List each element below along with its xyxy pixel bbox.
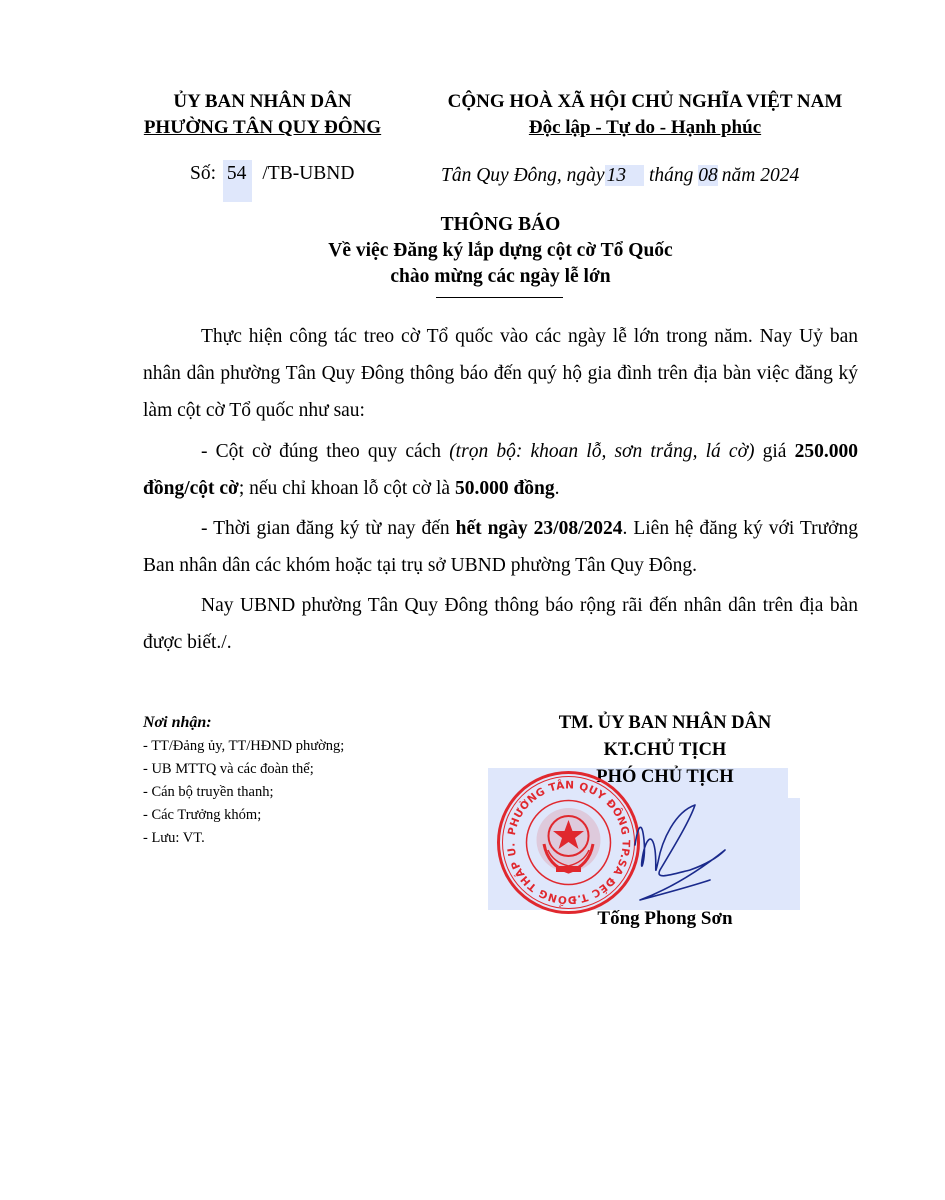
- issuer-line2: PHƯỜNG TÂN QUY ĐÔNG: [143, 117, 382, 138]
- title-block: [143, 212, 858, 290]
- motto: Độc lập - Tự do - Hạnh phúc: [528, 117, 762, 138]
- title-divider: [436, 297, 563, 298]
- date-year: năm 2024: [721, 165, 800, 186]
- recipients-block: [143, 711, 344, 850]
- document-heading: THÔNG BÁO: [440, 214, 561, 235]
- date-day: 13: [605, 165, 645, 186]
- issuer-block: [120, 89, 405, 141]
- national-motto-block: [415, 89, 875, 141]
- date-month: 08: [698, 165, 718, 186]
- signature-line1: TM. ỦY BAN NHÂN DÂN: [558, 713, 772, 733]
- price-spec: (trọn bộ: khoan lỗ, sơn trắng, lá cờ): [449, 441, 755, 462]
- svg-text:PHƯỜNG TÂN QUY ĐÔNG TP.SA ĐÉC: PHƯỜNG TÂN QUY ĐÔNG TP.SA ĐÉC T.ĐỒNG THÁP U.: [505, 779, 632, 906]
- signature-scribble-icon: [600, 800, 800, 910]
- body-paragraph-1: Thực hiện công tác treo cờ Tổ quốc vào các ngày lễ lớn trong năm. Nay Uỷ ban nhân dân phường Tân Quy Đông thông báo đến quý hộ gia đình trên địa bàn việc đăng ký làm cột cờ Tổ quốc như sau:: [143, 326, 858, 421]
- drilling-price: 50.000 đồng: [454, 478, 555, 499]
- body-paragraph-2: - Cột cờ đúng theo quy cách (trọn bộ: khoan lỗ, sơn trắng, lá cờ) giá 250.000 đồng/cột cờ; nếu chỉ khoan lỗ cột cờ là 50.000 đồng.: [143, 441, 858, 499]
- document-number: [190, 160, 354, 202]
- recipient-item: - TT/Đảng ủy, TT/HĐND phường;: [143, 738, 345, 754]
- doc-number-prefix: Số:: [190, 163, 217, 184]
- deadline: hết ngày 23/08/2024: [455, 518, 623, 539]
- country-name: CỘNG HOÀ XÃ HỘI CHỦ NGHĨA VIỆT NAM: [447, 91, 843, 112]
- body-paragraph-3: - Thời gian đăng ký từ nay đến hết ngày 23/08/2024. Liên hệ đăng ký với Trưởng Ban nhân dân các khóm hoặc tại trụ sở UBND phường Tân Quy Đông.: [143, 518, 858, 576]
- issuer-line1: ỦY BAN NHÂN DÂN: [173, 91, 352, 112]
- handwritten-signature: [600, 800, 800, 910]
- recipient-item: - Lưu: VT.: [143, 830, 205, 846]
- date-place: Tân Quy Đông, ngày: [441, 165, 605, 186]
- full-price: 250.000 đồng/cột cờ: [143, 441, 858, 499]
- doc-number-value: 54: [223, 160, 253, 202]
- signature-line3: PHÓ CHỦ TỊCH: [596, 767, 734, 787]
- document-subject-line2: chào mừng các ngày lễ lớn: [390, 266, 611, 287]
- document-subject-line1: Về việc Đăng ký lắp dựng cột cờ Tổ Quốc: [328, 240, 673, 261]
- doc-number-suffix: /TB-UBND: [262, 163, 355, 184]
- date-month-label: tháng: [648, 165, 694, 186]
- date-line: [441, 162, 799, 190]
- signer-name: Tống Phong Sơn: [597, 908, 733, 929]
- signature-line2: KT.CHỦ TỊCH: [603, 740, 727, 760]
- recipients-title: Nơi nhận:: [143, 714, 212, 731]
- body-paragraph-4: Nay UBND phường Tân Quy Đông thông báo rộng rãi đến nhân dân trên địa bàn được biết./.: [143, 595, 858, 653]
- recipient-item: - Các Trưởng khóm;: [143, 807, 262, 823]
- recipient-item: - Cán bộ truyền thanh;: [143, 784, 274, 800]
- recipient-item: - UB MTTQ và các đoàn thể;: [143, 761, 314, 777]
